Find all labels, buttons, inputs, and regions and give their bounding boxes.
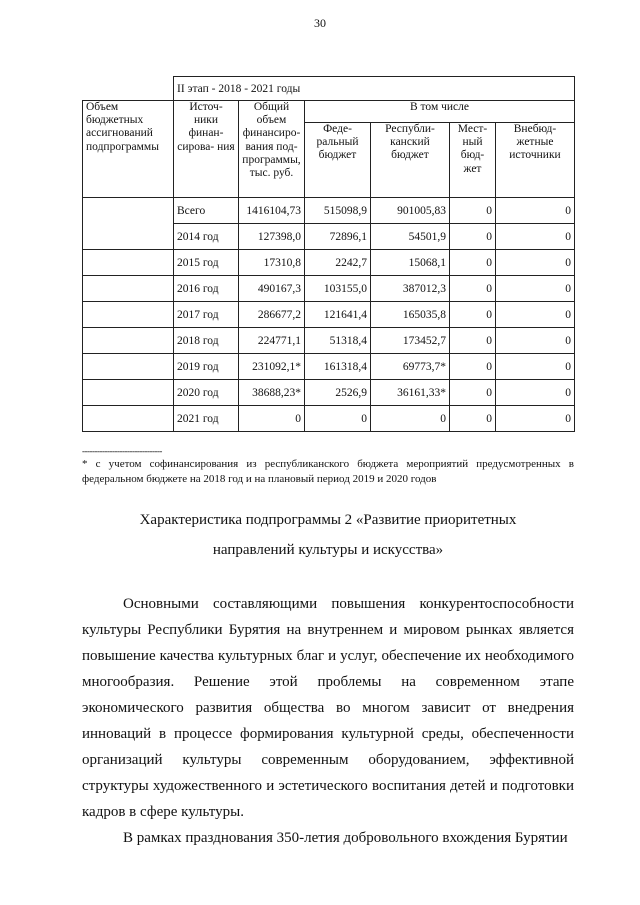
cell-total: 127398,0 [239,224,305,250]
cell-total: 231092,1* [239,354,305,380]
row-label: 2015 год [174,250,239,276]
cell-local: 0 [450,250,496,276]
cell-federal: 161318,4 [305,354,371,380]
stage-header: II этап - 2018 - 2021 годы [174,77,575,101]
row-label: 2021 год [174,406,239,432]
cell-local: 0 [450,406,496,432]
table-row [83,276,575,302]
header-republic: Республи- канский бюджет [371,123,450,198]
empty-cell [83,224,174,250]
table-row [83,406,575,432]
cell-extra: 0 [496,328,575,354]
cell-republic: 54501,9 [371,224,450,250]
empty-corner [83,77,174,101]
body-paragraph-2: В рамках празднования 350-летия добровольного вхождения Бурятии [123,830,568,846]
page-number: 30 [314,16,326,30]
financing-table [82,76,575,432]
cell-extra: 0 [496,276,575,302]
cell-republic: 387012,3 [371,276,450,302]
row-label: Всего [174,198,239,224]
empty-cell [83,198,174,224]
cell-total: 17310,8 [239,250,305,276]
table-row [83,198,575,224]
row-label: 2016 год [174,276,239,302]
cell-federal: 121641,4 [305,302,371,328]
body-paragraph-1: Основными составляющими повышения конкурентоспособности культуры Республики Бурятия на внутреннем и мировом рынках является повышение качества культурных благ и услуг, обеспечение их необходимого многообразия. Решение этой проблемы на современном этапе экономического развития общества во многом зависит от внедрения инноваций в процессе формирования культурной среды, обеспеченности организаций культуры современным оборудованием, эффективной структуры художественного и эстетического воспитания детей и подготовки кадров в сфере культуры. [82,596,574,820]
cell-extra: 0 [496,302,575,328]
empty-cell [83,328,174,354]
cell-local: 0 [450,380,496,406]
header-extra: Внебюд- жетные источники [496,123,575,198]
footnote-divider: -------------------------------- [82,446,162,456]
header-sources: Источ- ники финан- сирова- ния [174,101,239,198]
cell-federal: 103155,0 [305,276,371,302]
table-row [83,380,575,406]
cell-total: 38688,23* [239,380,305,406]
empty-cell [83,406,174,432]
cell-federal: 0 [305,406,371,432]
empty-cell [83,250,174,276]
cell-republic: 15068,1 [371,250,450,276]
cell-local: 0 [450,198,496,224]
cell-local: 0 [450,224,496,250]
section-title-line1: Характеристика подпрограммы 2 «Развитие приоритетных [139,512,517,528]
cell-republic: 36161,33* [371,380,450,406]
table-row [83,302,575,328]
cell-total: 490167,3 [239,276,305,302]
header-local: Мест- ный бюд- жет [450,123,496,198]
cell-republic: 0 [371,406,450,432]
cell-local: 0 [450,354,496,380]
cell-local: 0 [450,328,496,354]
cell-total: 1416104,73 [239,198,305,224]
obj-label: Объем бюджетных ассигнований подпрограммы [83,101,174,198]
cell-total: 0 [239,406,305,432]
cell-total: 224771,1 [239,328,305,354]
cell-extra: 0 [496,250,575,276]
cell-republic: 165035,8 [371,302,450,328]
row-label: 2014 год [174,224,239,250]
cell-total: 286677,2 [239,302,305,328]
cell-extra: 0 [496,354,575,380]
cell-extra: 0 [496,198,575,224]
cell-extra: 0 [496,406,575,432]
header-total: Общий объем финансиро- вания под- программы, тыс. руб. [239,101,305,198]
empty-cell [83,380,174,406]
cell-republic: 69773,7* [371,354,450,380]
cell-federal: 72896,1 [305,224,371,250]
row-label: 2018 год [174,328,239,354]
empty-cell [83,276,174,302]
cell-extra: 0 [496,380,575,406]
cell-federal: 2526,9 [305,380,371,406]
cell-local: 0 [450,276,496,302]
cell-republic: 901005,83 [371,198,450,224]
cell-federal: 2242,7 [305,250,371,276]
cell-federal: 51318,4 [305,328,371,354]
footnote: * с учетом софинансирования из республиканского бюджета мероприятий предусмотренных в федеральном бюджете на 2018 год и на плановый период 2019 и 2020 годов [82,458,574,485]
cell-extra: 0 [496,224,575,250]
cell-local: 0 [450,302,496,328]
empty-cell [83,354,174,380]
row-label: 2020 год [174,380,239,406]
header-federal: Феде- ральный бюджет [305,123,371,198]
row-label: 2019 год [174,354,239,380]
table-row [83,224,575,250]
table-row [83,354,575,380]
empty-cell [83,302,174,328]
row-label: 2017 год [174,302,239,328]
table-row [83,328,575,354]
table-row [83,250,575,276]
header-including: В том числе [305,101,575,123]
cell-federal: 515098,9 [305,198,371,224]
section-title-line2: направлений культуры и искусства» [212,542,444,558]
cell-republic: 173452,7 [371,328,450,354]
